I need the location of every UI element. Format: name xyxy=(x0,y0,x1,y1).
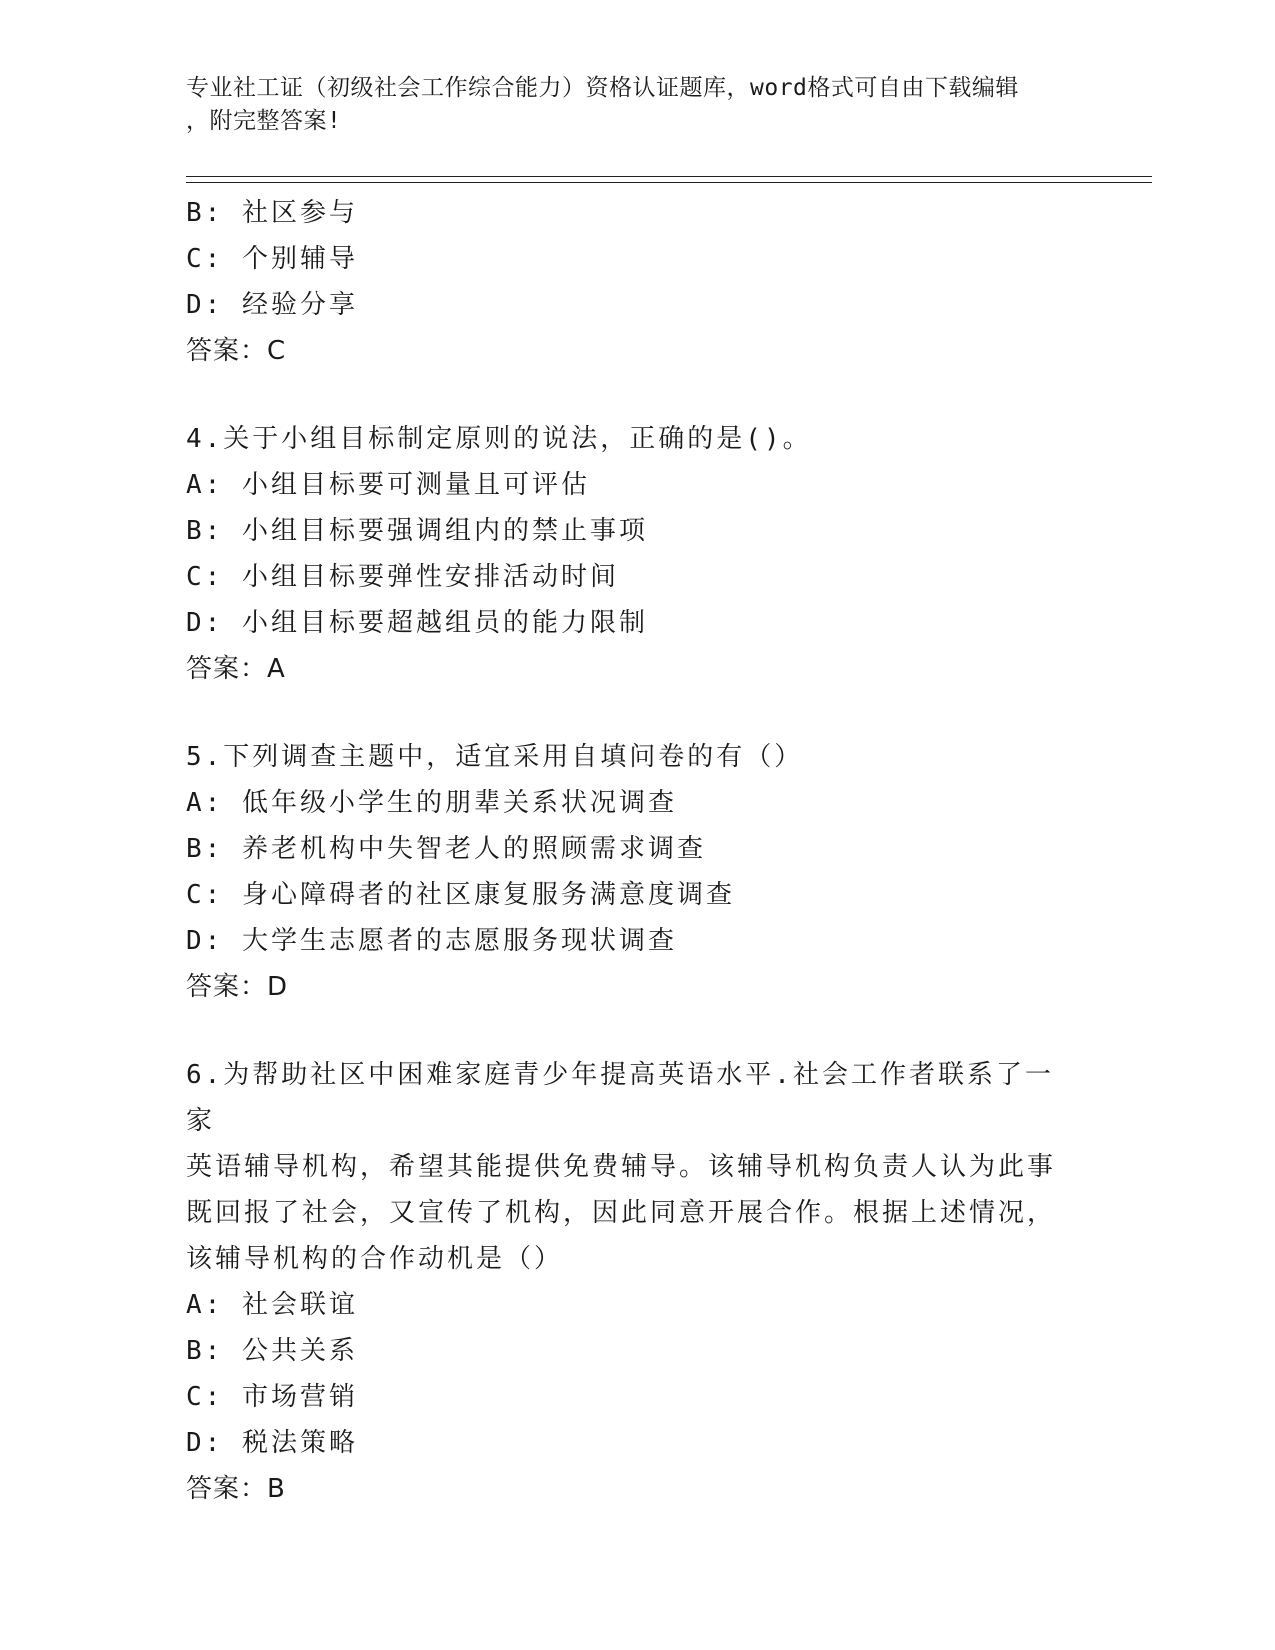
question-stem-line: 4.关于小组目标制定原则的说法，正确的是()。 xyxy=(186,424,812,454)
question-stem-line: 6.为帮助社区中困难家庭青少年提高英语水平.社会工作者联系了一家 xyxy=(186,1060,1054,1136)
option-b: B: 养老机构中失智老人的照顾需求调查 xyxy=(186,834,706,864)
option-a: A: 小组目标要可测量且可评估 xyxy=(186,470,590,500)
question-stem-line: 英语辅导机构，希望其能提供免费辅导。该辅导机构负责人认为此事 xyxy=(186,1152,1057,1182)
answer-line: 答案：D xyxy=(186,972,289,1002)
option-b: B: 公共关系 xyxy=(186,1336,358,1366)
question-stem-line: 既回报了社会，又宣传了机构，因此同意开展合作。根据上述情况， xyxy=(186,1198,1057,1228)
option-d: D: 经验分享 xyxy=(186,290,358,320)
option-b: B: 小组目标要强调组内的禁止事项 xyxy=(186,516,648,546)
answer-line: 答案：C xyxy=(186,336,287,366)
option-c: C: 市场营销 xyxy=(186,1382,358,1412)
question-stem xyxy=(186,1052,1066,1282)
document-header xyxy=(186,72,1066,138)
question-block-4 xyxy=(186,416,1086,692)
question-stem xyxy=(186,416,1066,462)
option-a: A: 低年级小学生的朋辈关系状况调查 xyxy=(186,788,677,818)
option-c: C: 小组目标要弹性安排活动时间 xyxy=(186,562,619,592)
option-d: D: 税法策略 xyxy=(186,1428,358,1458)
option-b: B: 社区参与 xyxy=(186,198,358,228)
question-stem-line: 该辅导机构的合作动机是（） xyxy=(186,1244,564,1274)
option-d: D: 大学生志愿者的志愿服务现状调查 xyxy=(186,926,677,956)
question-block-6 xyxy=(186,1052,1086,1512)
option-c: C: 个别辅导 xyxy=(186,244,358,274)
header-title-line-1: 专业社工证（初级社会工作综合能力）资格认证题库，word格式可自由下载编辑 xyxy=(186,75,1019,101)
question-stem xyxy=(186,734,1066,780)
question-list xyxy=(186,190,1086,1512)
header-divider-top xyxy=(186,176,1152,177)
header-title-line-2: ，附完整答案! xyxy=(186,108,342,134)
option-a: A: 社会联谊 xyxy=(186,1290,358,1320)
option-d: D: 小组目标要超越组员的能力限制 xyxy=(186,608,648,638)
answer-line: 答案：A xyxy=(186,654,286,684)
header-divider-bottom xyxy=(186,182,1152,183)
option-c: C: 身心障碍者的社区康复服务满意度调查 xyxy=(186,880,735,910)
question-block-5 xyxy=(186,734,1086,1010)
question-stem-line: 5.下列调查主题中，适宜采用自填问卷的有（） xyxy=(186,742,804,772)
answer-line: 答案：B xyxy=(186,1474,286,1504)
question-block-partial xyxy=(186,190,1086,374)
